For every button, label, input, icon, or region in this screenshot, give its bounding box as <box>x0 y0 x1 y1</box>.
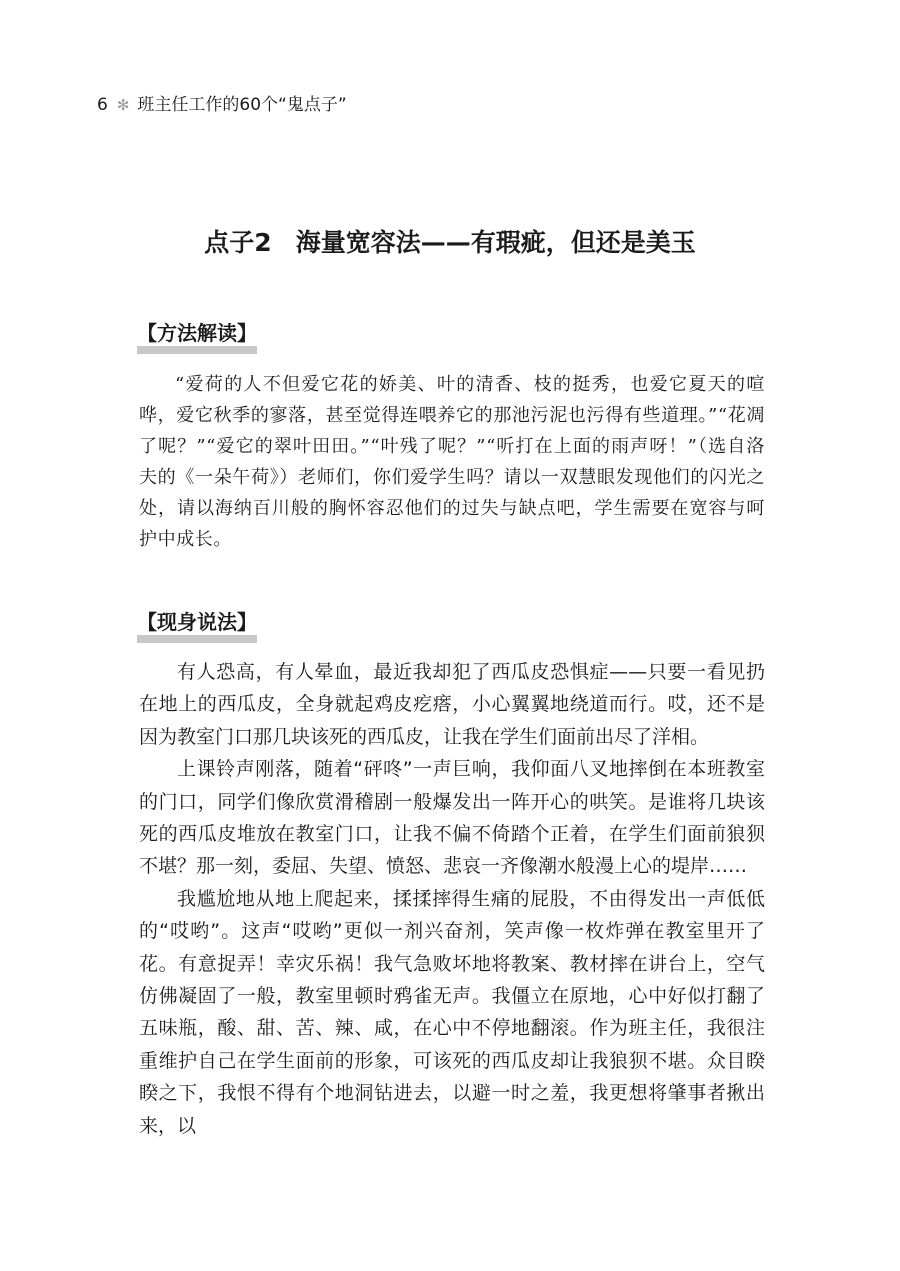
section-heading-method <box>137 320 257 346</box>
section-heading-story <box>137 609 257 635</box>
story-paragraph: 上课铃声刚落，随着“砰咚”一声巨响，我仰面八叉地摔倒在本班教室的门口，同学们像欣赏滑稽剧一般爆发出一阵开心的哄笑。是谁将几块该死的西瓜皮堆放在教室门口，让我不偏不倚踏个正着，在学生们面前狼狈不堪？那一刻，委屈、失望、愤怒、悲哀一齐像潮水般漫上心的堤岸…… <box>139 758 765 878</box>
section-heading-text: 【方法解读】 <box>137 321 257 345</box>
page-number: 6 <box>97 95 108 115</box>
star-icon: ✻ <box>116 96 130 114</box>
heading-underline <box>137 346 257 354</box>
method-paragraph: “爱荷的人不但爱它花的娇美、叶的清香、枝的挺秀，也爱它夏天的喧哗，爱它秋季的寥落，甚至觉得连喂养它的那池污泥也污得有些道理。”“花凋了呢？”“爱它的翠叶田田。”“叶残了呢？”“听打在上面的雨声呀！”（选自洛夫的《一朵午荷》）老师们，你们爱学生吗？请以一双慧眼发现他们的闪光之处，请以海纳百川般的胸怀容忍他们的过失与缺点吧，学生需要在宽容与呵护中成长。 <box>139 374 765 550</box>
story-paragraph: 我尴尬地从地上爬起来，揉揉摔得生痛的屁股，不由得发出一声低低的“哎哟”。这声“哎哟”更似一剂兴奋剂，笑声像一枚炸弹在教室里开了花。有意捉弄！幸灾乐祸！我气急败坏地将教案、教材摔在讲台上，空气仿佛凝固了一般，教室里顿时鸦雀无声。我僵立在原地，心中好似打翻了五味瓶，酸、甜、苦、辣、咸，在心中不停地翻滚。作为班主任，我很注重维护自己在学生面前的形象，可该死的西瓜皮却让我狼狈不堪。众目睽睽之下，我恨不得有个地洞钻进去，以避一时之羞，我更想将肇事者揪出来，以 <box>139 887 765 1137</box>
chapter-label: 点子2 <box>204 228 272 257</box>
running-header <box>97 94 347 116</box>
story-paragraph: 有人恐高，有人晕血，最近我却犯了西瓜皮恐惧症——只要一看见扔在地上的西瓜皮，全身就起鸡皮疙瘩，小心翼翼地绕道而行。哎，还不是因为教室门口那几块该死的西瓜皮，让我在学生们面前出尽了洋相。 <box>139 661 765 748</box>
heading-underline <box>137 635 257 643</box>
story-body <box>139 656 765 1142</box>
section-heading-text: 【现身说法】 <box>137 610 257 634</box>
chapter-title <box>0 226 900 260</box>
chapter-title-text: 海量宽容法——有瑕疵，但还是美玉 <box>295 228 696 257</box>
book-title: 班主任工作的60个“鬼点子” <box>137 95 347 115</box>
